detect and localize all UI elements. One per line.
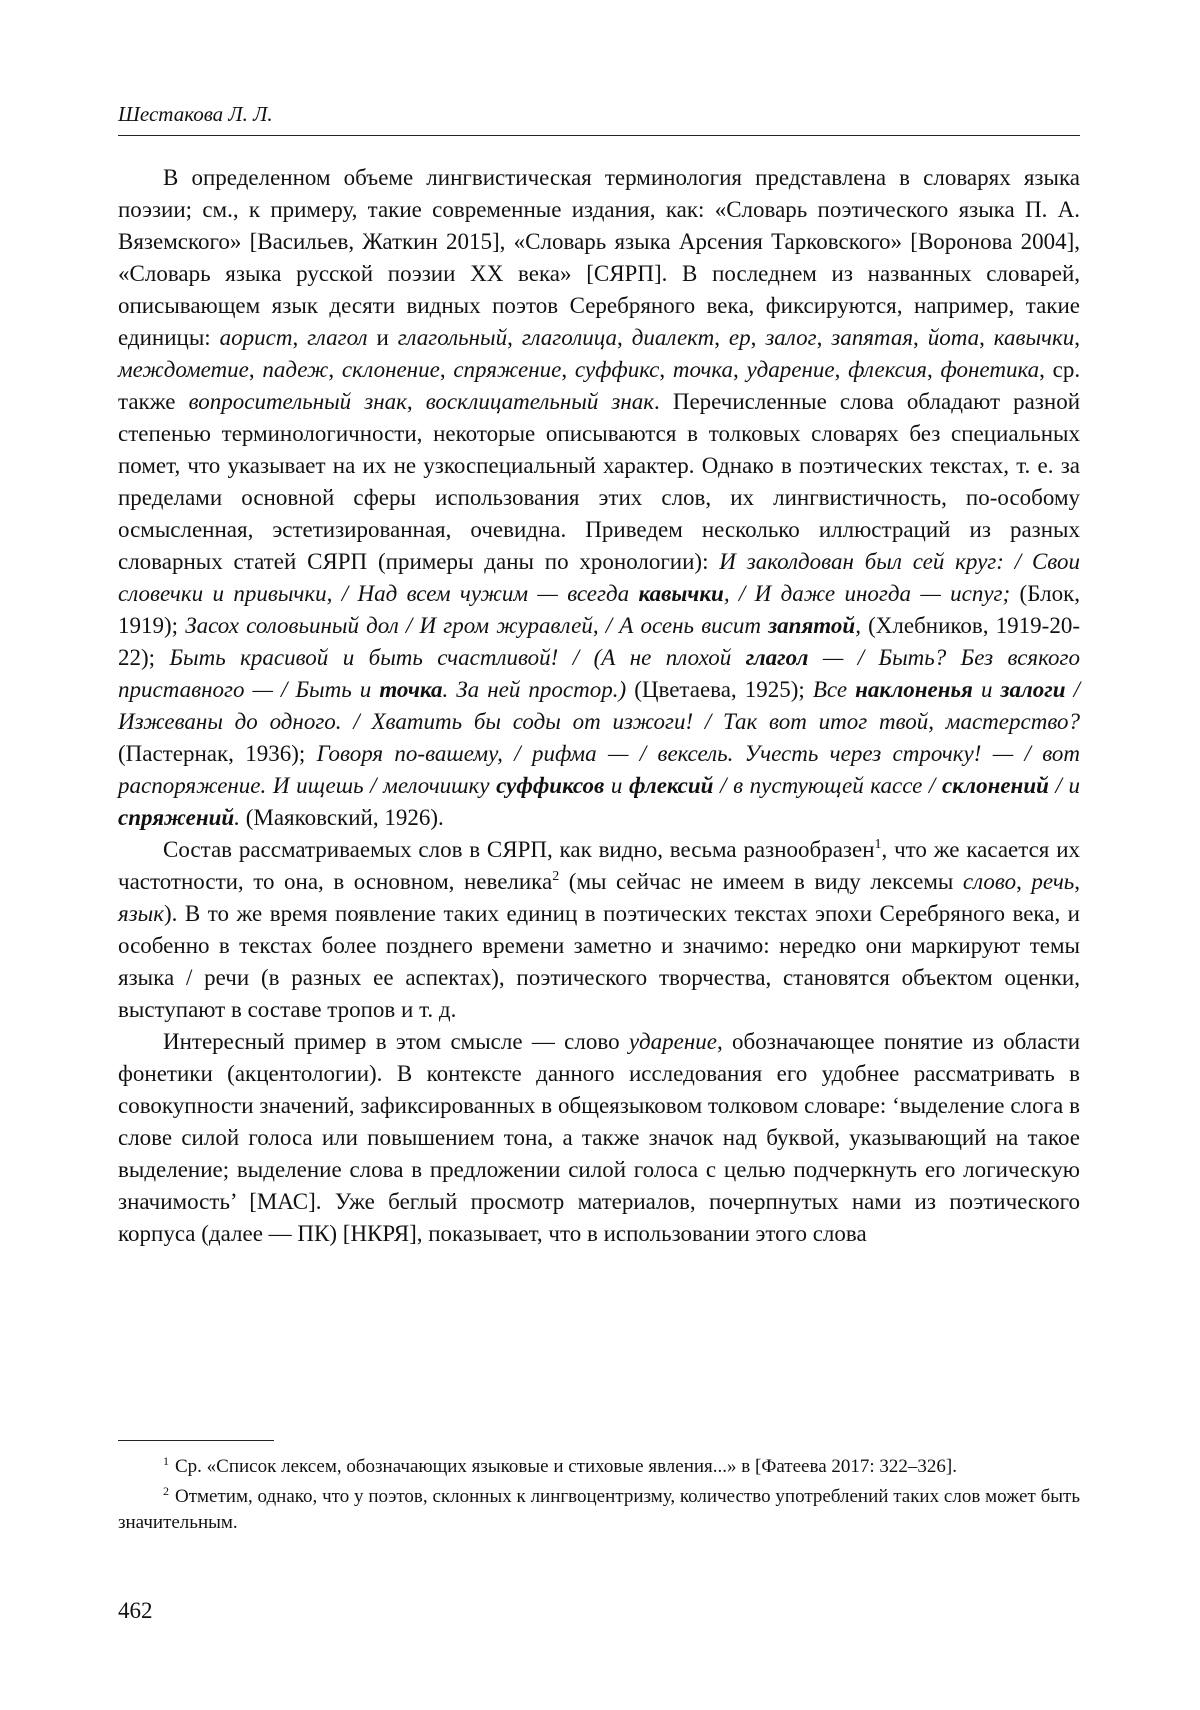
text-run: спряжение xyxy=(453,357,562,382)
text-run: Быть красивой и быть счастливой! / (А не плохой xyxy=(169,645,746,670)
text-run: . xyxy=(234,805,240,830)
text-run: диалект xyxy=(631,325,715,350)
text-run: аорист xyxy=(219,325,293,350)
text-run: / и xyxy=(1048,773,1081,798)
text-run: точка xyxy=(672,357,734,382)
text-run: В определенном объеме лингвистическая терминология представлена в словарях языка поэзии; см., к примеру, такие современные издания, как: «Словарь поэтического языка П. А. Вяземского» [Васильев, Жаткин 2015], «Словарь языка Арсения Тарковского» [Воронова 2004], «Словарь языка русской поэзии ХХ века» [СЯРП]. В последнем из названных словарей, описывающем язык десяти видных поэтов Серебряного века, фиксируются, например, такие единицы: xyxy=(118,165,1080,350)
text-run: , xyxy=(1074,325,1081,350)
text-run: , xyxy=(561,357,575,382)
text-run: и xyxy=(604,773,629,798)
text-run: (Блок, 1919); xyxy=(118,581,1081,638)
text-run: вопросительный знак xyxy=(188,389,407,414)
text-run: , xyxy=(507,325,522,350)
text-run: , xyxy=(714,325,729,350)
text-run: суффиксов xyxy=(496,773,605,798)
footnote-text: Ср. «Список лексем, обозначающих языковые и стиховые явления...» в [Фатеева 2017: 322–326]. xyxy=(175,1456,957,1477)
text-run: суффикс xyxy=(574,357,660,382)
text-run: . За ней простор.) xyxy=(442,677,627,702)
text-run: речь xyxy=(1031,869,1075,894)
text-run: , что же касается их частотности, то она, в основном, невелика xyxy=(118,837,1081,894)
footnote xyxy=(118,1484,1080,1536)
text-run: Засох соловьиный дол / И гром журавлей, / А осень висит xyxy=(185,613,769,638)
text-run: склонений xyxy=(941,773,1049,798)
text-run: , xyxy=(733,357,747,382)
text-run: , xyxy=(1016,869,1032,894)
text-run: Говоря по-вашему, / рифма — / вексель. Учесть через строчку! — / вот распоряжение. И ищешь / мелочишку xyxy=(118,741,1081,798)
footnote-mark: 2 xyxy=(163,1484,169,1498)
text-run: , / И даже иногда — испуг; xyxy=(723,581,1011,606)
text-run: , ср. также xyxy=(118,357,1081,414)
text-run: междометие xyxy=(118,357,249,382)
footnote-mark: 1 xyxy=(163,1454,169,1468)
text-run: , xyxy=(927,357,941,382)
text-run: ер xyxy=(728,325,751,350)
paragraph xyxy=(118,1026,1080,1250)
text-run: , xyxy=(292,325,308,350)
text-run: фонетика xyxy=(940,357,1040,382)
paragraph xyxy=(118,834,1080,1026)
text-run: флексий xyxy=(629,773,714,798)
paragraph xyxy=(118,162,1080,834)
text-run: , обозначающее понятие из области фонетики (акцентологии). В контексте данного исследования его удобнее рассматривать в совокупности значений, зафиксированных в общеязыковом толковом словаре: ‘выделение слога в слове силой голоса или повышением тона, а также значок над буквой, указывающий на такое выделение; выделение слова в предложении силой голоса с целью подчеркнуть его логическую значимость’ [МАС]. Уже беглый просмотр материалов, почерпнутых нами из поэтического корпуса (далее — ПК) [НКРЯ], показывает, что в использовании этого слова xyxy=(118,1029,1081,1246)
text-run: (Маяковский, 1926). xyxy=(239,805,444,830)
text-run: , xyxy=(439,357,454,382)
text-run: (Цветаева, 1925); xyxy=(626,677,813,702)
text-run: йота xyxy=(927,325,980,350)
text-run: кавычки xyxy=(993,325,1075,350)
text-run: точка xyxy=(379,677,443,702)
text-run: ударение xyxy=(746,357,835,382)
page-number: 462 xyxy=(118,1598,153,1623)
footnote-divider xyxy=(118,1440,274,1441)
text-run: , xyxy=(913,325,928,350)
text-run: , xyxy=(816,325,832,350)
text-run: запятая xyxy=(831,325,914,350)
body-text xyxy=(118,162,1080,1250)
text-run: , xyxy=(328,357,342,382)
text-run: , xyxy=(248,357,263,382)
text-run: , xyxy=(406,389,426,414)
text-run: ). В то же время появление таких единиц в поэтических текстах эпохи Серебряного века, и особенно в текстах более позднего времени заметно и значимо: нередко они маркируют темы языка / речи (в разных ее аспектах), поэтического творчества, становятся объектом оценки, выступают в составе тропов и т. д. xyxy=(118,901,1080,1022)
text-run: падеж xyxy=(262,357,329,382)
text-run: — / Быть? Без всякого приставного — / Быть и xyxy=(118,645,1080,702)
text-run: слово xyxy=(962,869,1017,894)
text-run: восклицательный знак xyxy=(425,389,655,414)
text-run: . Перечисленные слова обладают разной степенью терминологичности, некоторые описываются в толковых словарях без специальных помет, что указывает на их не узкоспециальный характер. Однако в поэтических текстах, т. е. за пределами основной сферы использования этих слов, их лингвистичность, по-особому осмысленная, эстетизированная, очевидна. Приведем несколько иллюстраций из разных словарных статей СЯРП (примеры даны по хронологии): xyxy=(118,389,1080,574)
text-run: наклоненья xyxy=(855,677,973,702)
text-run: кавычки xyxy=(638,581,724,606)
text-run: И заколдован был сей круг: / Свои словечки и привычки, / Над всем чужим — всегда xyxy=(118,549,1080,606)
text-run: / в пустующей кассе / xyxy=(713,773,942,798)
footnotes xyxy=(118,1454,1080,1540)
footnote-text: Отметим, однако, что у поэтов, склонных к лингвоцентризму, количество употреблений таких слов может быть значительным. xyxy=(118,1486,1080,1533)
text-run: / Изжеваны до одного. / Хватить бы соды от изжоги! / Так вот итог твой, мастерство? xyxy=(118,677,1081,734)
text-run: склонение xyxy=(341,357,440,382)
text-run: запятой xyxy=(768,613,856,638)
running-head: Шестакова Л. Л. xyxy=(118,102,1080,136)
footnote xyxy=(118,1454,1080,1480)
footnote-ref: 2 xyxy=(552,869,560,884)
text-run: глагол xyxy=(307,325,368,350)
text-run: флексия xyxy=(848,357,927,382)
text-run: , xyxy=(979,325,994,350)
text-run: , xyxy=(750,325,766,350)
footnote-ref: 1 xyxy=(874,837,882,852)
text-run: и xyxy=(972,677,1001,702)
text-run: глаголица xyxy=(521,325,618,350)
text-run: (Пастернак, 1936); xyxy=(118,741,317,766)
text-run: (Хлебников, 1919-20-22); xyxy=(118,613,1080,670)
text-run: глагол xyxy=(745,645,809,670)
text-run: Все xyxy=(812,677,856,702)
text-run: , xyxy=(617,325,632,350)
text-run: , xyxy=(659,357,673,382)
text-run: Состав рассматриваемых слов в СЯРП, как видно, весьма разнообразен xyxy=(163,837,875,862)
text-run: язык xyxy=(118,901,164,926)
text-run: глагольный xyxy=(397,325,508,350)
text-run: спряжений xyxy=(118,805,235,830)
text-run: и xyxy=(367,325,398,350)
text-run: , xyxy=(1074,869,1081,894)
text-run: (мы сейчас не имеем в виду лексемы xyxy=(559,869,963,894)
text-run: залоги xyxy=(1000,677,1066,702)
text-run: ударение xyxy=(628,1029,717,1054)
text-run: , xyxy=(855,613,861,638)
text-run: Интересный пример в этом смысле — слово xyxy=(163,1029,629,1054)
text-run: залог xyxy=(765,325,817,350)
text-run: , xyxy=(834,357,849,382)
